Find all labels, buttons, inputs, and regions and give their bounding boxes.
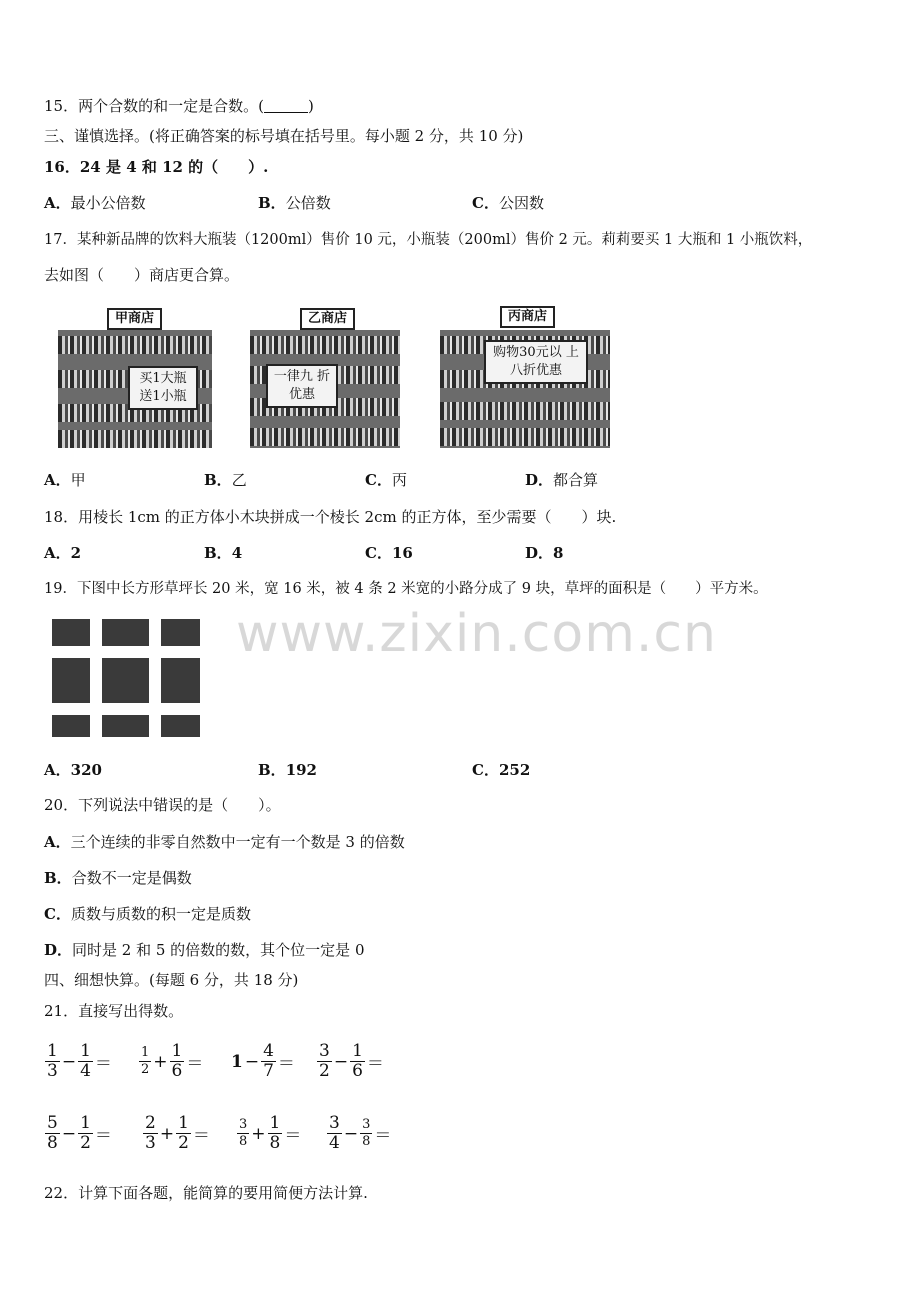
question-18: 18．用棱长 1cm 的正方体小木块拼成一个棱长 2cm 的正方体，至少需要（ ）块. — [44, 508, 617, 526]
question-16 — [44, 157, 268, 177]
expression: $\frac{3}{2}$ − $\frac{1}{6}$ ＝ — [319, 1041, 384, 1081]
q20-option-c[interactable]: C．质数与质数的积一定是质数 — [44, 905, 251, 923]
path — [52, 646, 200, 658]
q19-option-a[interactable]: A．320 — [44, 761, 102, 779]
section-3-heading: 三、谨慎选择。(将正确答案的标号填在括号里。每小题 2 分，共 10 分) — [44, 127, 524, 145]
path — [52, 703, 200, 715]
store-label-bing: 丙商店 — [500, 306, 555, 328]
store-sign: 购物30元以 上八折优惠 — [484, 340, 588, 384]
path — [90, 619, 102, 737]
section-4-heading: 四、细想快算。(每题 6 分，共 18 分) — [44, 971, 299, 989]
q16-option-a[interactable]: A．最小公倍数 — [44, 194, 146, 212]
expression: $\frac{5}{8}$ − $\frac{1}{2}$ ＝ — [47, 1113, 112, 1153]
expression: $\frac{3}{8}$ + $\frac{1}{8}$ ＝ — [239, 1113, 302, 1153]
question-21: 21．直接写出得数。 — [44, 1002, 184, 1020]
question-15-end: ) — [307, 97, 314, 115]
expression: $\frac{1}{2}$ + $\frac{1}{6}$ ＝ — [141, 1041, 204, 1081]
expression: $\frac{3}{4}$ − $\frac{3}{8}$ ＝ — [329, 1113, 392, 1153]
question-19: 19．下图中长方形草坪长 20 米，宽 16 米，被 4 条 2 米宽的小路分成了 9 块，草坪的面积是（ ）平方米。 — [44, 581, 768, 597]
question-17-line1: 17．某种新品牌的饮料大瓶装（1200ml）售价 10 元，小瓶装（200ml）售价 2 元。莉莉要买 1 大瓶和 1 小瓶饮料， — [44, 232, 813, 248]
q16-option-c[interactable]: C．公因数 — [472, 194, 544, 212]
q18-option-d[interactable]: D．8 — [525, 544, 564, 562]
store-label-yi: 乙商店 — [300, 308, 355, 330]
q17-option-c[interactable]: C．丙 — [365, 471, 407, 489]
store-sign: 买1大瓶 送1小瓶 — [128, 366, 198, 410]
q18-option-c[interactable]: C．16 — [365, 544, 413, 562]
question-15 — [44, 96, 314, 116]
q17-option-a[interactable]: A．甲 — [44, 471, 86, 489]
q20-option-d[interactable]: D．同时是 2 和 5 的倍数的数，其个位一定是 0 — [44, 941, 365, 959]
q18-option-b[interactable]: B．4 — [204, 544, 243, 562]
expression: $\frac{1}{3}$ − $\frac{1}{4}$ ＝ — [47, 1041, 112, 1081]
question-20: 20．下列说法中错误的是（ ）。 — [44, 796, 281, 814]
store-label-jia: 甲商店 — [107, 308, 162, 330]
store-photo-bing — [440, 330, 610, 448]
q18-option-a[interactable]: A．2 — [44, 544, 82, 562]
expression: $\frac{2}{3}$ + $\frac{1}{2}$ ＝ — [145, 1113, 210, 1153]
q17-option-b[interactable]: B．乙 — [204, 471, 247, 489]
expression: 1 − $\frac{4}{7}$ ＝ — [231, 1041, 295, 1081]
q16-option-b[interactable]: B．公倍数 — [258, 194, 331, 212]
lawn — [52, 619, 200, 737]
answer-blank[interactable] — [264, 98, 308, 113]
store-sign: 一律九 折优惠 — [266, 364, 338, 408]
q19-option-b[interactable]: B．192 — [258, 761, 317, 779]
q20-option-b[interactable]: B．合数不一定是偶数 — [44, 869, 192, 887]
watermark: www.zixin.com.cn — [236, 604, 717, 664]
q19-option-c[interactable]: C．252 — [472, 761, 531, 779]
path — [149, 619, 161, 737]
lawn-diagram — [52, 619, 200, 737]
question-16-text: 16．24 是 4 和 12 的（ ）. — [44, 158, 269, 176]
question-17-line2: 去如图（ ）商店更合算。 — [44, 266, 240, 284]
q20-option-a[interactable]: A．三个连续的非零自然数中一定有一个数是 3 的倍数 — [44, 833, 405, 851]
store-photo-yi — [250, 330, 400, 448]
question-22: 22．计算下面各题，能简算的要用简便方法计算. — [44, 1184, 368, 1202]
question-15-text: 15．两个合数的和一定是合数。( — [44, 97, 264, 115]
store-photo-jia — [58, 330, 212, 448]
q17-option-d[interactable]: D．都合算 — [525, 471, 599, 489]
